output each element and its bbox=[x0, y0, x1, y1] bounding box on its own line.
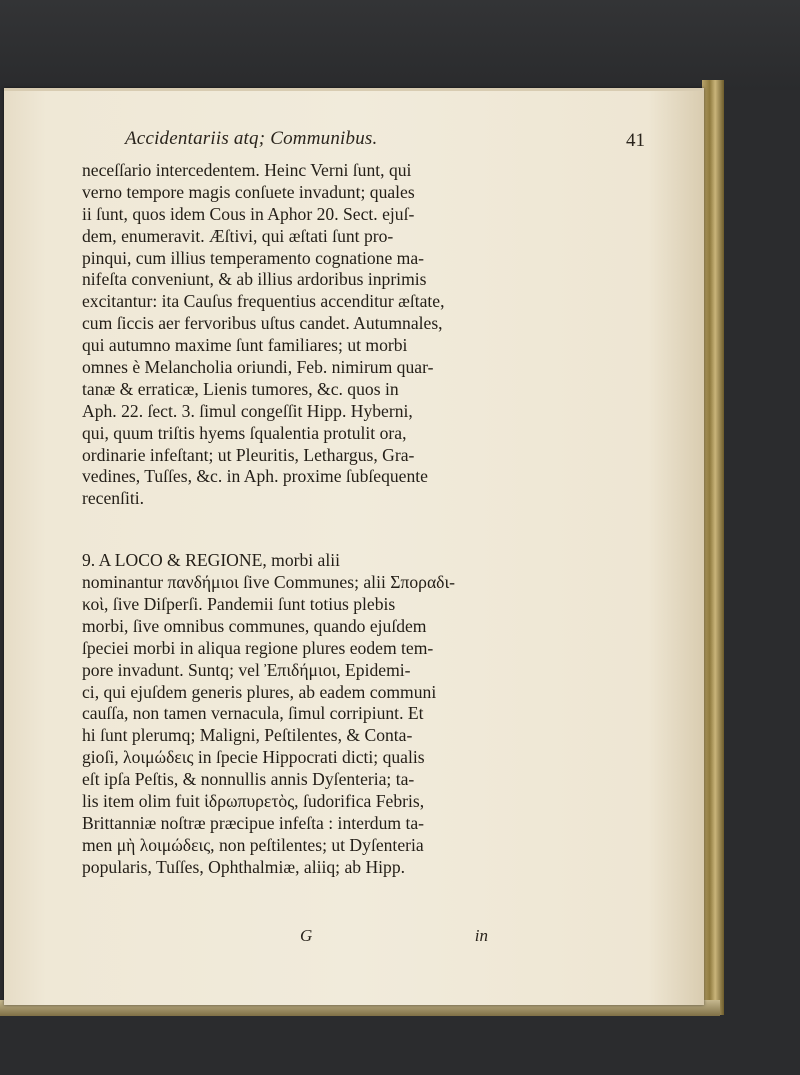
text-line: qui, quum triſtis hyems ſqualentia protulit ora, bbox=[82, 422, 407, 443]
text-line: pinqui, cum illius temperamento cognatione ma- bbox=[82, 247, 425, 268]
text-line: qui autumno maxime ſunt familiares; ut morbi bbox=[82, 335, 408, 356]
text-line: popularis, Tuſſes, Ophthalmiæ, aliiq; ab Hipp. bbox=[82, 856, 406, 877]
page-body bbox=[82, 160, 692, 879]
book-page-edges bbox=[702, 80, 724, 1015]
text-line: recenſiti. bbox=[82, 488, 145, 509]
text-line: ſpeciei morbi in aliqua regione plures eodem tem- bbox=[82, 637, 434, 658]
text-line: hi ſunt plerumq; Maligni, Peſtilentes, & Conta- bbox=[82, 725, 413, 746]
paragraph-gap bbox=[82, 510, 692, 550]
text-line: dem, enumeravit. Æſtivi, qui æſtati ſunt pro- bbox=[82, 225, 394, 246]
text-line: 9. A LOCO & REGIONE, morbi alii bbox=[82, 550, 341, 571]
text-line: lis item olim fuit ἱδρωπυρετὸς, ſudorifica Febris, bbox=[82, 791, 425, 812]
text-line: ordinarie infeſtant; ut Pleuritis, Lethargus, Gra- bbox=[82, 444, 415, 465]
page-number: 41 bbox=[626, 130, 645, 151]
text-line: neceſſario intercedentem. Heinc Verni ſunt, qui bbox=[82, 160, 412, 180]
text-line: omnes è Melancholia oriundi, Feb. nimirum quar- bbox=[82, 357, 434, 378]
text-line: excitantur: ita Cauſus frequentius accenditur æſtate, bbox=[82, 291, 445, 312]
text-line: Aph. 22. ſect. 3. ſimul congeſſit Hipp. Hyberni, bbox=[82, 400, 413, 421]
signature-mark: G bbox=[300, 926, 313, 945]
text-line: verno tempore magis conſuete invadunt; quales bbox=[82, 181, 415, 202]
text-line: ii ſunt, quos idem Cous in Aphor 20. Sect. ejuſ- bbox=[82, 203, 415, 224]
page-header bbox=[125, 128, 645, 156]
text-line: nominantur πανδήμιοι ſive Communes; alii Σποραδι- bbox=[82, 572, 456, 593]
text-line: Brittanniæ noſtræ præcipue infeſta : interdum ta- bbox=[82, 812, 425, 833]
text-line: vedines, Tuſſes, &c. in Aph. proxime ſubſequente bbox=[82, 466, 428, 487]
text-line: ci, qui ejuſdem generis plures, ab eadem communi bbox=[82, 681, 437, 702]
text-line: κοὶ, ſive Diſperſi. Pandemii ſunt totius plebis bbox=[82, 594, 396, 615]
text-line: gioſi, λοιμώδεις in ſpecie Hippocrati dicti; qualis bbox=[82, 747, 425, 768]
paragraph-2 bbox=[82, 550, 692, 878]
text-line: cum ſiccis aer fervoribus uſtus candet. Autumnales, bbox=[82, 313, 443, 334]
catchword: in bbox=[474, 926, 488, 945]
page-footer bbox=[300, 926, 560, 948]
text-line: eſt ipſa Peſtis, & nonnullis annis Dyſenteria; ta- bbox=[82, 769, 415, 790]
text-line: nifeſta conveniunt, & ab illius ardoribus inprimis bbox=[82, 269, 427, 290]
text-line: men μὴ λοιμώδεις, non peſtilentes; ut Dyſenteria bbox=[82, 834, 424, 855]
text-line: tanæ & erraticæ, Lienis tumores, &c. quos in bbox=[82, 378, 399, 399]
text-line: cauſſa, non tamen vernacula, ſimul corripiunt. Et bbox=[82, 703, 424, 724]
background-surface bbox=[0, 0, 800, 90]
text-line: pore invadunt. Suntq; vel Ἐπιδήμιοι, Epidemi- bbox=[82, 659, 411, 680]
paragraph-1 bbox=[82, 160, 692, 510]
text-line: morbi, ſive omnibus communes, quando ejuſdem bbox=[82, 615, 427, 636]
running-head: Accidentariis atq; Communibus. bbox=[125, 128, 378, 149]
